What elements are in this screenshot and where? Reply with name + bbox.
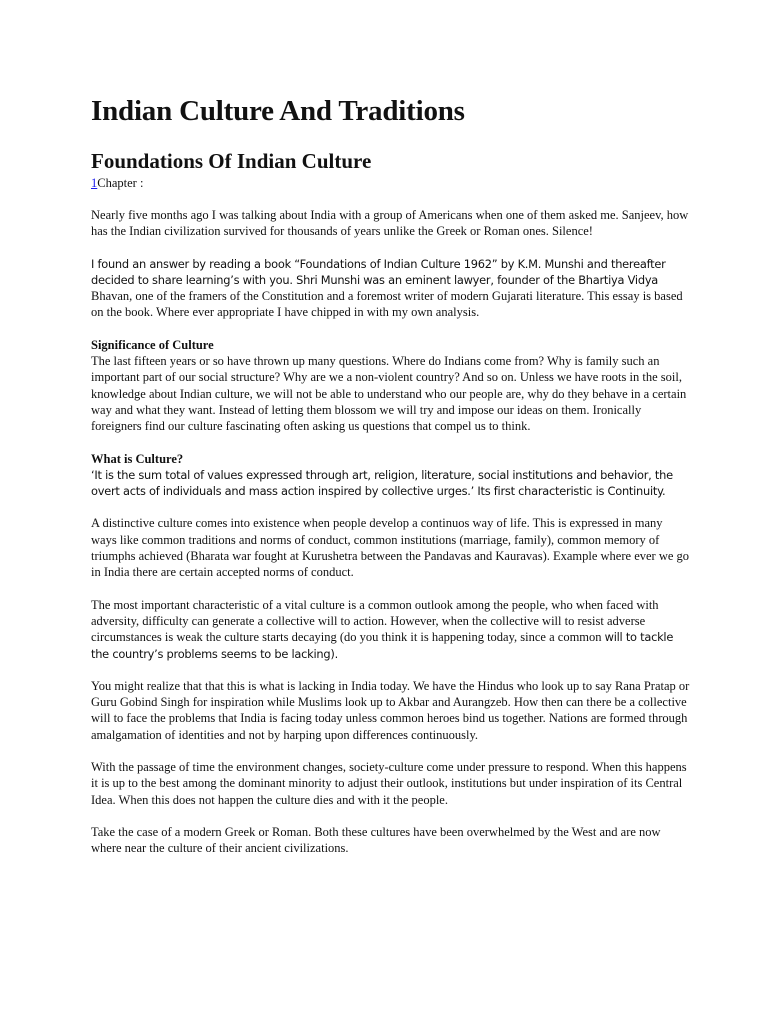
paragraph-intro: Nearly five months ago I was talking about India with a group of Americans when one of them asked me. Sanjeev, how has the Indian civilization survived for thousands of years unlike the Greek or Roman ones. Silence! <box>91 208 689 239</box>
section-what-is-culture <box>91 451 691 500</box>
paragraph-book-handwritten: I found an answer by reading a book “Foundations of Indian Culture 1962” by K.M. Munshi and thereafter decided to share learning’s with you. Shri Munshi was an eminent lawyer, founder of the Bhartiya Vidya <box>91 256 666 287</box>
document-page <box>91 92 691 857</box>
paragraph-book <box>91 256 691 321</box>
footnote-link[interactable]: 1 <box>91 176 98 190</box>
heading-what-is-culture: What is Culture? <box>91 451 184 466</box>
paragraph-vital-culture <box>91 597 691 662</box>
paragraph-distinctive-culture: A distinctive culture comes into existence when people develop a continuos way of life. This is expressed in many ways like common traditions and norms of conduct, common institutions (marriage, family), common memory of triumphs achieved (Bharata war fought at Kurushetra between the Pandavas and Kauravas). Example where ever we go in India there are certain accepted norms of conduct. <box>91 516 690 580</box>
paragraph-greek-roman: Take the case of a modern Greek or Roman. Both these cultures have been overwhelmed by the West and are now where near the culture of their ancient civilizations. <box>91 824 661 856</box>
chapter-label: Chapter : <box>97 176 144 190</box>
what-is-culture-body: ‘It is the sum total of values expressed through art, religion, literature, social institutions and behavior, the overt acts of individuals and mass action inspired by collective urges.’ Its first characteristic is Continuity. <box>91 467 673 499</box>
section-significance <box>91 337 691 435</box>
significance-body: The last fifteen years or so have thrown up many questions. Where do Indians come from? Why is family such an important part of our social structure? Why are we a non-violent country? And so on. Unless we have roots in the soil, knowledge about Indian culture, we will not be able to understand who our people are, why do they behave in a certain way and what they want. Instead of letting them blossom we will try and impose our ideas on them. Ironically foreigners find our culture fascinating often asking us questions that compel us to think. <box>91 354 687 434</box>
paragraph-vital-culture-main: The most important characteristic of a vital culture is a common outlook among the people, who when faced with adversity, difficulty can generate a collective will to action. However, when the collective will to resist adverse circumstances is weak the culture starts decaying (do you think it is happening today, since a common <box>91 597 659 645</box>
heading-significance: Significance of Culture <box>91 337 214 352</box>
paragraph-lacking-in-india: You might realize that that this is what is lacking in India today. We have the Hindus who look up to say Rana Pratap or Guru Gobind Singh for inspiration while Muslims look up to Akbar and Aurangzeb. How then can there be a collective will to face the problems that India is facing today unless common heroes bind us together. Nations are formed through amalgamation of identities and not by harping upon differences continuously. <box>91 678 690 742</box>
paragraph-environment-changes: With the passage of time the environment changes, society-culture come under pressure to respond. When this happens it is up to the best among the dominant minority to adjust their outlook, institutions but under inspiration of its Central Idea. When this does not happen the culture dies and with it the people. <box>91 760 687 807</box>
document-subtitle: Foundations Of Indian Culture <box>91 149 372 173</box>
paragraph-book-rest: Bhavan, one of the framers of the Constitution and a foremost writer of modern Gujarati literature. This essay is based on the book. Where ever appropriate I have chipped in with my own analysis. <box>91 289 683 320</box>
chapter-line <box>91 175 691 191</box>
document-title: Indian Culture And Traditions <box>91 95 465 127</box>
paragraph-vital-culture-handwritten: will to tackle the country’s problems seems to be lacking). <box>91 630 674 661</box>
